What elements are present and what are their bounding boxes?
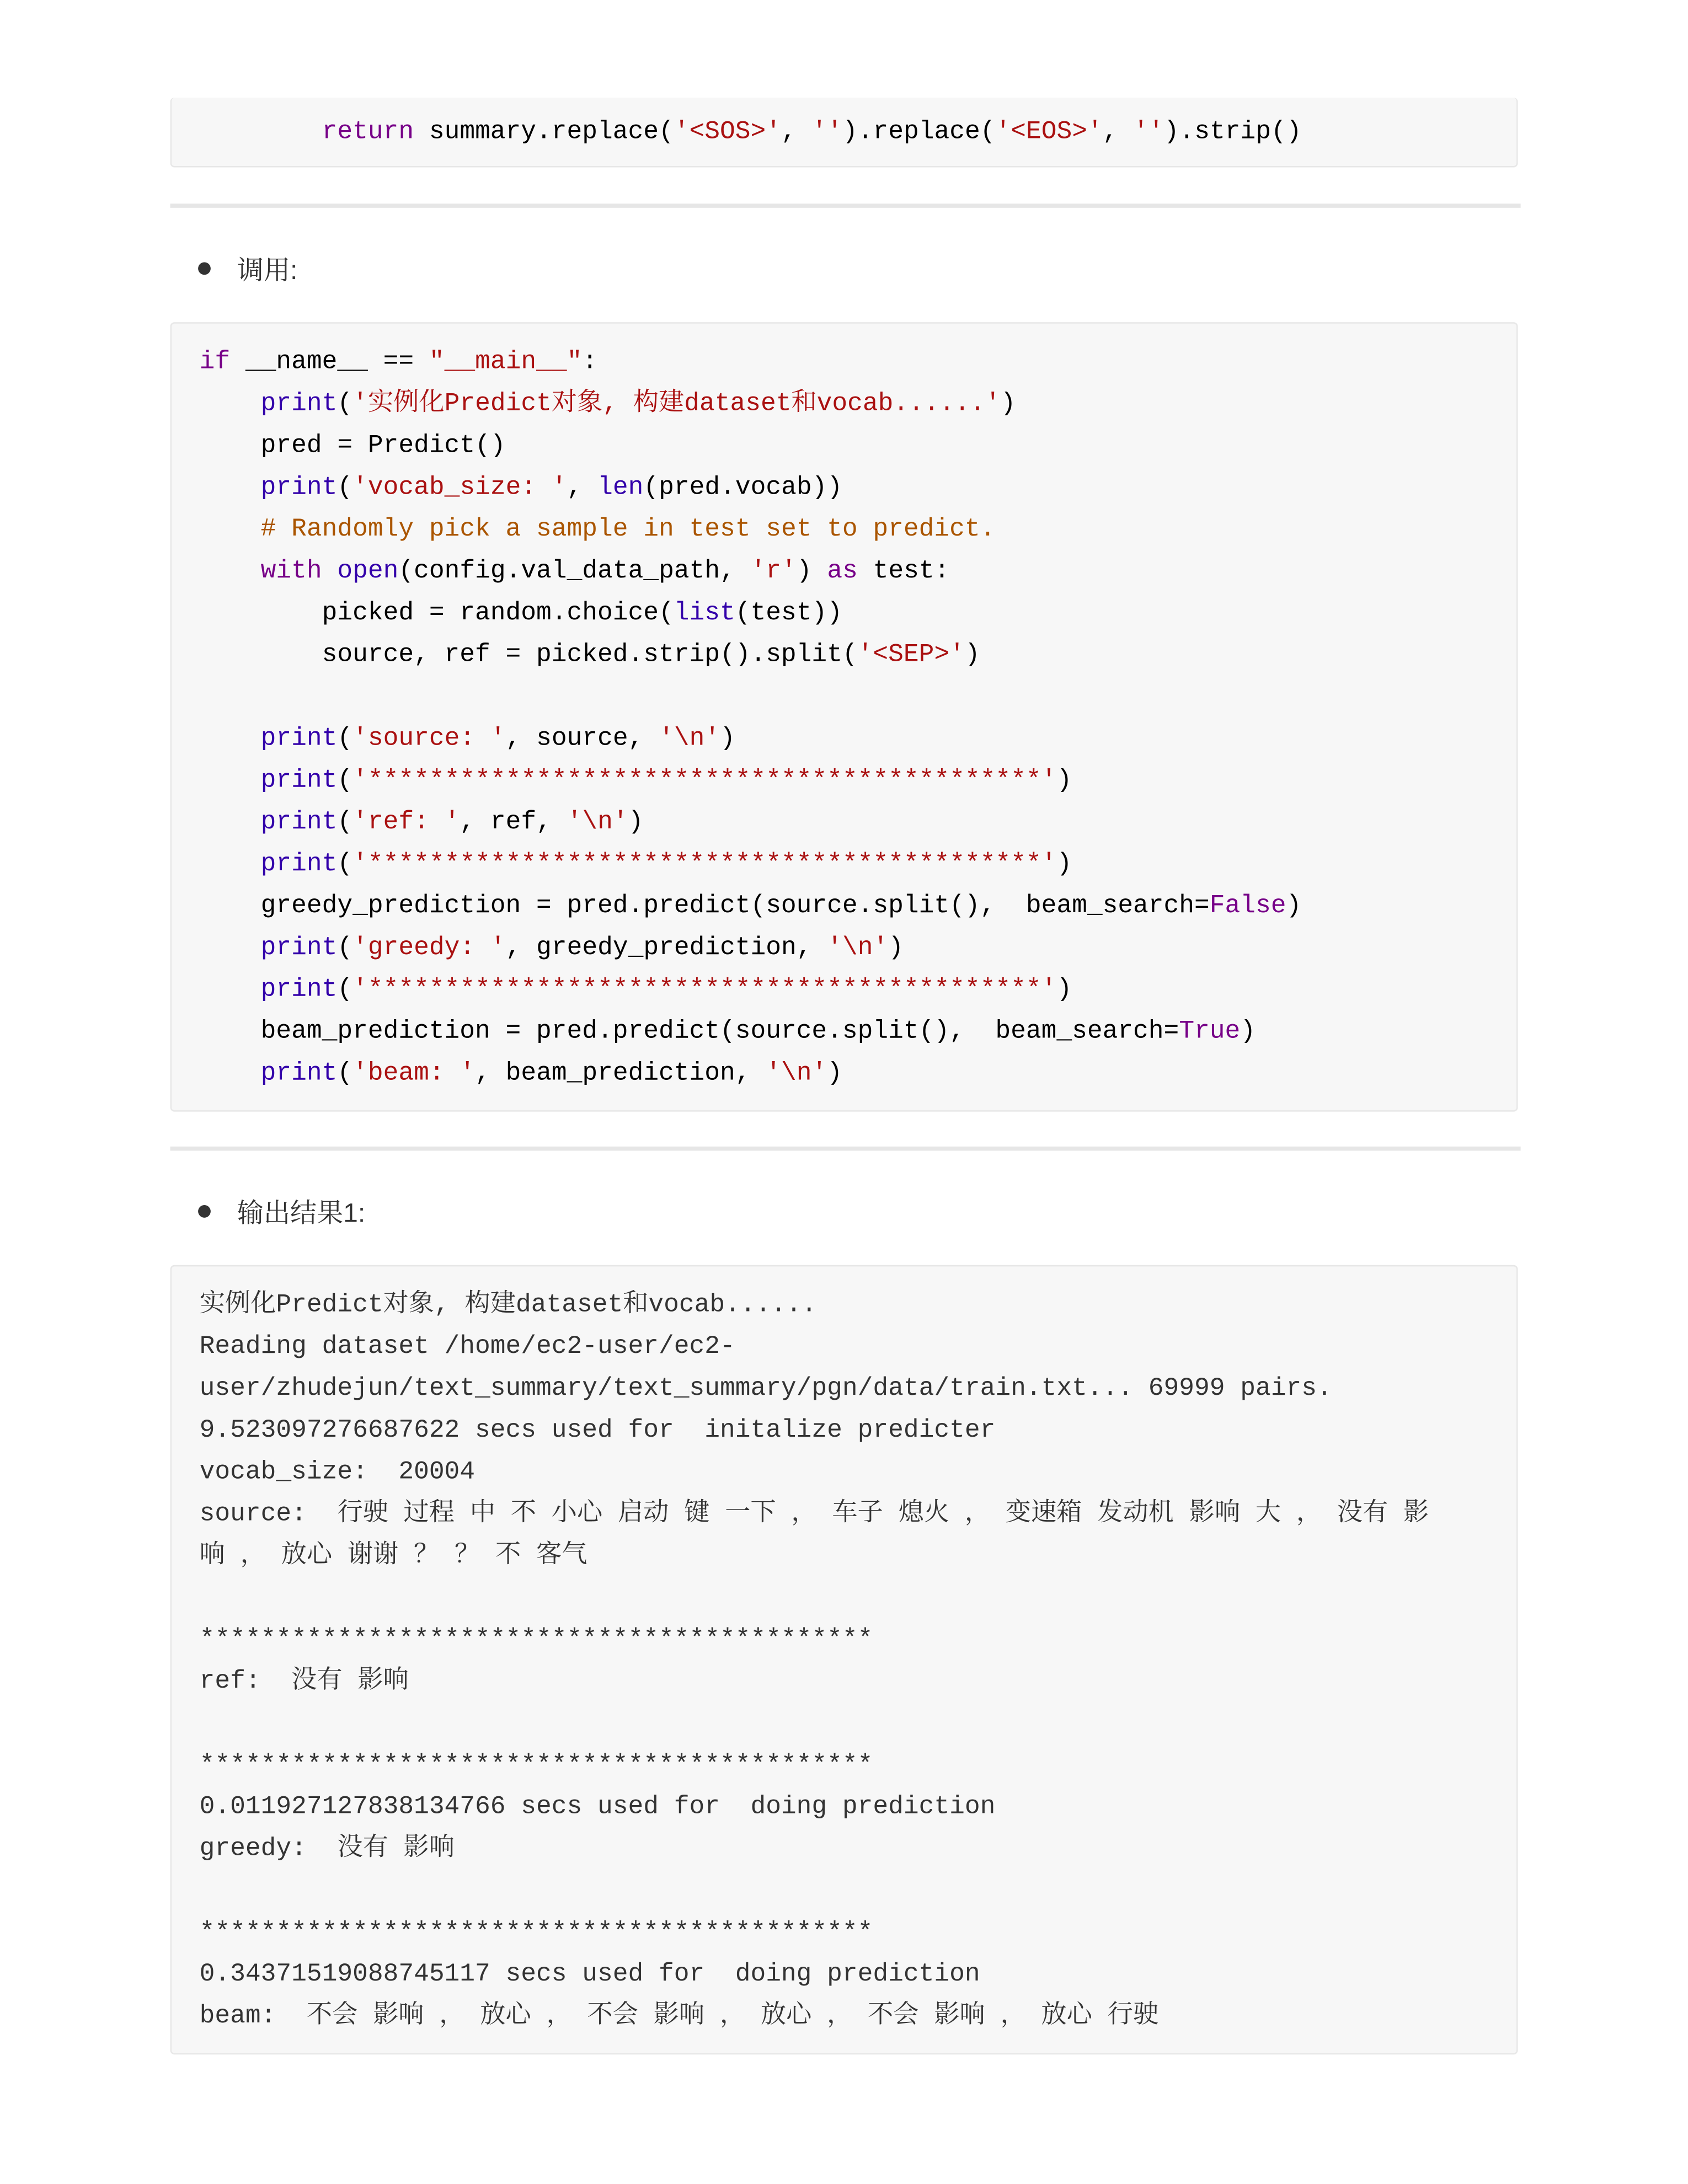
output-line: ********************************************	[199, 1752, 873, 1780]
code-block-return	[170, 98, 1518, 167]
code-token-plain: )	[720, 725, 735, 753]
output-line: 响 ， 放心 谢谢 ？ ？ 不 客气	[199, 1543, 587, 1571]
code-token-plain	[200, 119, 322, 147]
code-token-str: '\n'	[827, 934, 889, 963]
divider	[170, 204, 1521, 208]
code-token-plain: )	[1056, 976, 1072, 1004]
code-token-atom: False	[1209, 892, 1286, 921]
code-token-plain	[200, 1060, 261, 1088]
code-token-str: ''	[811, 118, 843, 147]
code-token-str: ''	[1133, 118, 1164, 147]
code-token-plain: )	[827, 1060, 843, 1088]
code-token-plain	[200, 976, 261, 1004]
code-token-str: '\n'	[659, 725, 720, 753]
code-token-str: 'r'	[750, 558, 797, 586]
output-line	[200, 1703, 1429, 1745]
code-token-plain: , ref,	[460, 809, 567, 837]
code-text	[172, 111, 1301, 153]
code-line	[200, 383, 1302, 425]
code-text	[172, 342, 1301, 1095]
code-token-kw: with	[260, 558, 322, 586]
code-token-plain: )	[1240, 1018, 1256, 1046]
code-token-plain: (	[337, 809, 353, 837]
code-token-str: '实例化Predict对象, 构建dataset和vocab......'	[352, 390, 1001, 419]
divider	[170, 1147, 1521, 1151]
output-line: 9.523097276687622 secs used for initalize predicter	[199, 1417, 996, 1446]
code-token-plain: ).strip()	[1163, 118, 1302, 147]
bullet-dot-icon	[198, 262, 211, 275]
code-line	[200, 718, 1302, 760]
code-token-plain: (	[337, 934, 353, 963]
code-token-str: '<SOS>'	[674, 118, 781, 147]
code-token-plain: greedy_prediction = pred.predict(source.split(), beam_search=	[199, 892, 1210, 921]
code-line	[200, 593, 1302, 635]
output-line: user/zhudejun/text_summary/text_summary/pgn/data/train.txt... 69999 pairs.	[199, 1375, 1332, 1404]
code-line	[200, 111, 1302, 153]
bullet-label: 输出结果1:	[237, 1199, 366, 1229]
code-token-str: '\n'	[567, 809, 628, 837]
code-token-plain	[200, 809, 261, 837]
output-line	[200, 1577, 1429, 1619]
code-line	[200, 425, 1302, 467]
code-token-plain	[200, 390, 261, 419]
output-line	[200, 1870, 1429, 1912]
code-token-plain: (	[337, 1060, 353, 1088]
output-line: ********************************************	[199, 1626, 873, 1655]
code-token-plain: :	[582, 349, 598, 377]
code-line	[200, 1053, 1302, 1095]
code-line	[200, 677, 1302, 719]
code-token-bi: print	[260, 850, 338, 879]
code-token-plain: (	[337, 850, 353, 879]
code-token-plain: )	[1286, 892, 1302, 921]
code-token-plain: (config.val_data_path,	[398, 558, 751, 586]
code-token-kw: if	[199, 349, 231, 377]
code-token-plain	[200, 725, 261, 753]
code-token-kw: as	[827, 558, 858, 586]
code-token-kw: return	[322, 118, 414, 147]
code-token-plain: ,	[567, 474, 598, 502]
code-token-plain: (pred.vocab))	[643, 474, 843, 502]
code-token-plain: )	[1056, 850, 1072, 879]
output-line: 0.34371519088745117 secs used for doing prediction	[199, 1961, 980, 1989]
code-line	[200, 342, 1302, 384]
code-token-plain: (	[337, 767, 353, 795]
output-line: 实例化Predict对象, 构建dataset和vocab......	[199, 1291, 817, 1320]
code-line	[200, 802, 1302, 844]
code-token-plain: (	[337, 976, 353, 1004]
code-token-plain: ).replace(	[842, 118, 996, 147]
code-token-plain: , beam_prediction,	[475, 1060, 766, 1088]
code-token-plain: source, ref = picked.strip().split(	[199, 641, 858, 670]
code-token-plain: pred = Predict()	[199, 432, 506, 461]
code-token-bi: open	[337, 558, 399, 586]
code-token-plain: (test))	[735, 599, 842, 628]
code-token-str: '********************************************'	[352, 850, 1057, 879]
code-token-str: 'beam: '	[352, 1060, 476, 1088]
code-line	[200, 467, 1302, 509]
code-token-plain	[200, 474, 261, 502]
code-token-plain: ,	[781, 118, 812, 147]
code-token-plain: , source,	[505, 725, 659, 753]
code-token-bi: print	[260, 1060, 338, 1088]
code-token-plain: summary.replace(	[414, 118, 674, 147]
code-token-bi: print	[260, 976, 338, 1004]
code-token-plain: )	[888, 934, 904, 963]
code-token-plain: (	[337, 390, 353, 419]
code-token-str: 'source: '	[352, 725, 506, 753]
code-token-bi: list	[674, 599, 735, 628]
code-token-str: '********************************************'	[352, 976, 1057, 1004]
code-line	[200, 760, 1302, 802]
code-token-plain: )	[796, 558, 827, 586]
bullet-item-call	[198, 250, 297, 287]
code-line	[200, 509, 1302, 551]
bullet-dot-icon	[198, 1205, 211, 1218]
code-token-str: '********************************************'	[352, 767, 1057, 795]
code-token-str: 'greedy: '	[352, 934, 506, 963]
code-token-bi: print	[260, 934, 338, 963]
code-token-str: '<SEP>'	[857, 641, 965, 670]
output-text	[172, 1284, 1429, 2038]
code-line	[200, 844, 1302, 886]
output-line: ref: 没有 影响	[199, 1668, 409, 1696]
code-token-plain	[200, 516, 261, 544]
code-token-plain: beam_prediction = pred.predict(source.split(), beam_search=	[199, 1018, 1179, 1046]
code-line	[200, 635, 1302, 677]
code-token-str: 'ref: '	[352, 809, 460, 837]
output-line: greedy: 没有 影响	[199, 1835, 455, 1864]
code-token-bi: len	[597, 474, 644, 502]
code-token-plain: , greedy_prediction,	[505, 934, 827, 963]
code-token-str: "__main__"	[429, 349, 583, 377]
code-token-plain	[322, 558, 338, 586]
bullet-item-output	[198, 1192, 365, 1230]
code-line	[200, 886, 1302, 928]
code-line	[200, 551, 1302, 593]
code-token-bi: print	[260, 725, 338, 753]
output-line: 0.011927127838134766 secs used for doing prediction	[199, 1794, 996, 1822]
code-token-plain: )	[628, 809, 644, 837]
code-token-plain	[200, 767, 261, 795]
code-token-plain	[200, 558, 261, 586]
output-line: vocab_size: 20004	[199, 1459, 476, 1487]
code-token-plain: test:	[857, 558, 950, 586]
code-token-plain: (	[337, 474, 353, 502]
output-line: beam: 不会 影响 ， 放心 ， 不会 影响 ， 放心 ， 不会 影响 ， 放心 行驶	[199, 2003, 1159, 2031]
code-token-bi: print	[260, 390, 338, 419]
bullet-label: 调用:	[237, 256, 298, 286]
code-token-plain	[200, 934, 261, 962]
code-token-bi: print	[260, 767, 338, 795]
code-token-plain	[200, 851, 261, 879]
output-line: Reading dataset /home/ec2-user/ec2-	[199, 1333, 735, 1362]
code-token-plain: )	[1000, 390, 1016, 419]
code-line	[200, 928, 1302, 970]
code-token-plain: picked = random.choice(	[199, 599, 674, 628]
code-token-str: '\n'	[766, 1060, 827, 1088]
code-token-com: # Randomly pick a sample in test set to predict.	[260, 516, 996, 544]
code-token-plain: )	[1056, 767, 1072, 795]
code-token-plain: ,	[1102, 118, 1134, 147]
output-block	[170, 1265, 1518, 2054]
code-token-bi: print	[260, 474, 338, 502]
output-line: source: 行驶 过程 中 不 小心 启动 键 一下 ， 车子 熄火 ， 变速箱 发动机 影响 大 ， 没有 影	[199, 1501, 1429, 1529]
code-token-str: '<EOS>'	[995, 118, 1103, 147]
code-token-atom: True	[1179, 1018, 1241, 1046]
code-token-plain: (	[337, 725, 353, 753]
code-token-plain: )	[964, 641, 980, 670]
code-line	[200, 970, 1302, 1011]
code-token-str: 'vocab_size: '	[352, 474, 567, 502]
code-block-call	[170, 322, 1518, 1111]
code-token-bi: print	[260, 809, 338, 837]
output-line: ********************************************	[199, 1919, 873, 1947]
code-token-plain: __name__ ==	[230, 349, 429, 377]
code-line	[200, 1011, 1302, 1053]
